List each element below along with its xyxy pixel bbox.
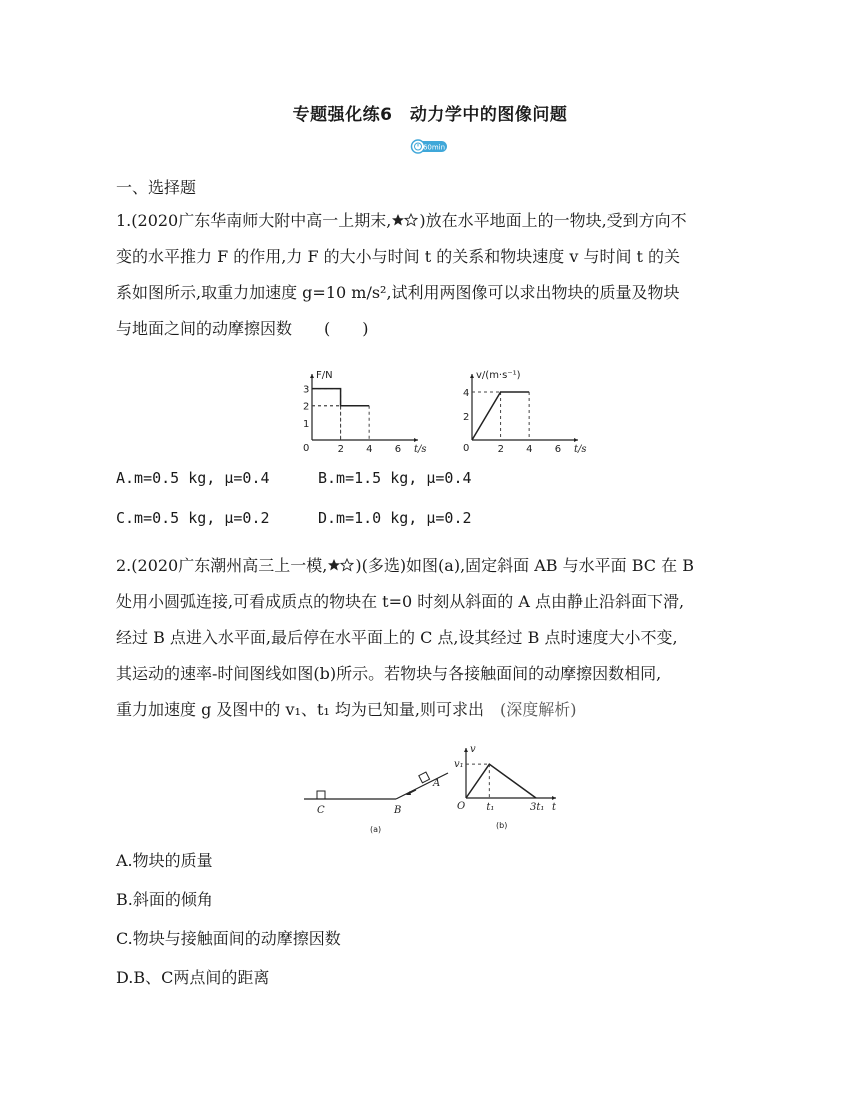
force-time-graph (286, 362, 427, 458)
question-2 (116, 548, 756, 728)
q1-option-c[interactable]: C.m=0.5 kg, μ=0.2 (116, 509, 270, 527)
x-tick-label: 4 (526, 444, 533, 455)
origin-label: 0 (303, 443, 310, 454)
x-tick-label: 4 (366, 444, 373, 455)
x-axis-label: t/s (574, 444, 587, 455)
q2-option-a[interactable]: A.物块的质量 (116, 851, 213, 870)
q2-option-d[interactable]: D.B、C两点间的距离 (116, 968, 270, 987)
difficulty-stars-icon (327, 558, 355, 572)
y-tick-label: 2 (303, 401, 310, 413)
x-tick-label: t₁ (486, 802, 495, 813)
q1-line-2: 变的水平推力 F 的作用,力 F 的大小与时间 t 的关系和物块速度 v 与时间 t 的关 (116, 247, 681, 266)
origin-label: 0 (463, 443, 470, 454)
y-axis-label: v/(m·s⁻¹) (476, 370, 521, 381)
speed-time-graph-b (452, 736, 564, 838)
time-badge-text: 60min (422, 143, 446, 152)
block-on-incline (419, 772, 430, 783)
x-tick-label: 6 (554, 444, 562, 455)
difficulty-stars-icon (391, 213, 419, 227)
q1-option-d[interactable]: D.m=1.0 kg, μ=0.2 (318, 509, 472, 527)
x-tick-label: 2 (497, 444, 504, 455)
q1-option-b[interactable]: B.m=1.5 kg, μ=0.4 (318, 469, 472, 487)
q2-line-2: 处用小圆弧连接,可看成质点的物块在 t=0 时刻从斜面的 A 点由静止沿斜面下滑, (116, 592, 685, 611)
q1-line-1: 1.(2020广东华南师大附中高一上期末, )放在水平地面上的一物块,受到方向不 (116, 211, 687, 230)
label-a: A (433, 778, 441, 789)
incline-figure-a (300, 770, 450, 838)
x-axis-label: t/s (414, 444, 427, 455)
y-axis-label: v (470, 744, 476, 755)
q2-line-5: 重力加速度 g 及图中的 v₁、t₁ 均为已知量,则可求出 (深度解析) (116, 700, 577, 719)
x-axis-label: t (552, 802, 557, 813)
y-axis-label: F/N (316, 370, 333, 381)
y-tick-label: v₁ (454, 759, 464, 771)
caption-b: (b) (496, 821, 508, 830)
x-axis-head (414, 438, 418, 442)
caption-a: (a) (370, 825, 382, 834)
q1-line-3: 系如图所示,取重力加速度 g=10 m/s²,试利用两图像可以求出物块的质量及物块 (116, 283, 680, 302)
depth-analysis-link[interactable]: (深度解析) (500, 700, 577, 719)
y-tick-label: 2 (463, 412, 470, 423)
velocity-time-graph (446, 362, 587, 458)
x-tick-label: 2 (337, 444, 344, 455)
series-line (466, 764, 536, 798)
q2-option-b[interactable]: B.斜面的倾角 (116, 890, 213, 909)
x-axis-head (552, 796, 556, 800)
origin-label: O (457, 801, 466, 812)
y-tick-label: 3 (303, 384, 310, 396)
q1-option-a[interactable]: A.m=0.5 kg, μ=0.4 (116, 469, 270, 487)
q2-option-c[interactable]: C.物块与接触面间的动摩擦因数 (116, 929, 341, 948)
y-tick-label: 4 (463, 388, 470, 399)
label-b: B (394, 805, 402, 816)
block-at-c (317, 791, 325, 799)
q2-line-1: 2.(2020广东潮州高三上一模, )(多选)如图(a),固定斜面 AB 与水平面 BC 在 B (116, 556, 694, 575)
y-tick-label: 1 (303, 418, 310, 430)
question-1 (116, 203, 756, 347)
y-axis-head (310, 374, 314, 378)
y-axis-head (464, 748, 468, 752)
label-c: C (317, 805, 325, 816)
series-line (312, 389, 369, 406)
section-heading: 一、选择题 (116, 178, 197, 197)
y-axis-head (470, 374, 474, 378)
q2-line-3: 经过 B 点进入水平面,最后停在水平面上的 C 点,设其经过 B 点时速度大小不变, (116, 628, 678, 647)
x-tick-label: 6 (394, 444, 402, 455)
q2-line-4: 其运动的速率-时间图线如图(b)所示。若物块与各接触面间的动摩擦因数相同, (116, 664, 662, 683)
x-tick-label: 3t₁ (530, 802, 545, 813)
x-axis-head (574, 438, 578, 442)
q1-line-4: 与地面之间的动摩擦因数 ( ) (116, 319, 369, 338)
page-title: 专题强化练6 动力学中的图像问题 (292, 105, 568, 125)
time-badge-icon (411, 139, 447, 154)
